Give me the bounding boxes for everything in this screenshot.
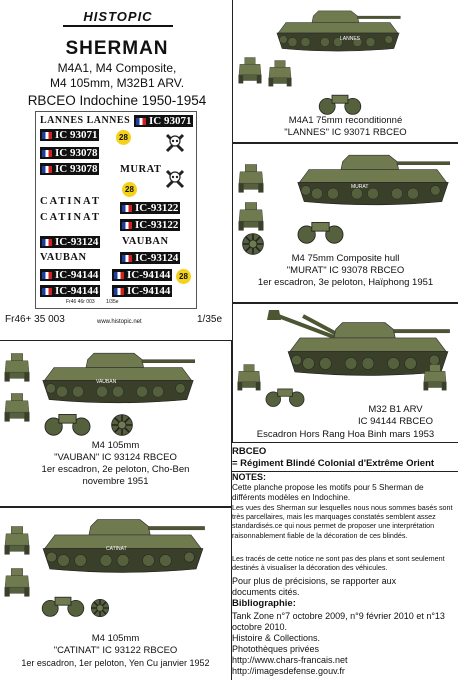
tank-rear-vauban xyxy=(4,391,30,423)
tank-side-name-lannes: LANNES xyxy=(340,36,361,42)
biblio-link-chars[interactable]: http://www.chars-francais.net xyxy=(232,655,348,665)
tricolore-flag-icon xyxy=(42,239,52,246)
decal-reg-93124b: IC-93124 xyxy=(120,252,180,264)
tank-front-lannes xyxy=(238,55,262,85)
tank-side-name-murat: MURAT xyxy=(351,184,369,190)
tank-rear-catinat xyxy=(4,566,30,598)
caption-vauban-3: 1er escadron, 2e peloton, Cho-Ben xyxy=(41,464,190,475)
legend-definition: = Régiment Blindé Colonial d'Extrême Orient xyxy=(232,458,435,469)
suspension-detail-icon xyxy=(261,386,309,408)
tank-side-name-vauban: VAUBAN xyxy=(96,379,117,385)
tank-front-catinat xyxy=(4,524,30,556)
caption-arv-2: IC 94144 RBCEO xyxy=(358,416,433,427)
footer-url: www.histopic.net xyxy=(97,319,142,325)
panel-notes xyxy=(232,443,459,680)
decal-reg-94144a: IC-94144 xyxy=(40,269,100,281)
sheet-code: Fr46 46r 003 xyxy=(66,299,95,305)
notes-p3: Les tracés de cette notice ne sont pas des plans et sont seulement destinés à visualiser la décoration des véhicules. xyxy=(232,554,445,573)
decal-reg-93124a: IC-93124 xyxy=(40,236,100,248)
panel-murat xyxy=(232,143,458,303)
decal-28-c: 28 xyxy=(176,269,191,284)
notes-heading: NOTES: xyxy=(232,472,267,482)
panel-catinat xyxy=(0,507,232,680)
subtitle-line-2: M4 105mm, M32B1 ARV. xyxy=(49,76,185,90)
caption-arv-3: Escadron Hors Rang Hoa Binh mars 1953 xyxy=(256,429,435,440)
subtitle-line-1: M4A1, M4 Composite, xyxy=(57,61,177,75)
brand-logo: HISTOPIC xyxy=(63,9,173,27)
decal-reg-93071b: IC 93071 xyxy=(40,129,99,141)
caption-lannes-2: "LANNES" IC 93071 RBCEO xyxy=(284,127,407,138)
decal-reg-93122a: IC-93122 xyxy=(120,202,180,214)
tricolore-flag-icon xyxy=(42,150,52,157)
caption-vauban-1: M4 105mm xyxy=(91,440,140,451)
caption-murat-3: 1er escadron, 3e peloton, Haïphong 1951 xyxy=(257,277,434,288)
tank-rear-murat xyxy=(238,200,264,232)
tank-profile-vauban xyxy=(38,349,198,407)
biblio-heading: Bibliographie: xyxy=(232,598,296,609)
legend-abbr: RBCEO xyxy=(232,446,267,457)
decal-reg-93078a: IC 93078 xyxy=(40,147,99,159)
unit-title: RBCEO Indochine 1950-1954 xyxy=(27,93,207,108)
decal-catinat-b: CATINAT xyxy=(40,212,101,223)
decal-reg-94144d: IC-94144 xyxy=(112,285,172,297)
tank-side-name-catinat: CATINAT xyxy=(106,546,127,552)
notes-p2: Les vues des Sherman sur lesquelles nous nous sommes basés sont très parcellaires, mais les marquages constatés semblent assez standardisés.ce qui nous permet de proposer une interprétation raisonnablement fiable de la décoration de ces blindés. xyxy=(232,503,453,540)
decal-catinat-a: CATINAT xyxy=(40,196,101,207)
suspension-detail-icon xyxy=(315,92,365,116)
caption-vauban-4: novembre 1951 xyxy=(82,476,149,487)
tank-front-vauban xyxy=(4,351,30,383)
tricolore-flag-icon xyxy=(42,132,52,139)
decal-sheet xyxy=(35,111,197,309)
tricolore-flag-icon xyxy=(122,255,132,262)
tricolore-flag-icon xyxy=(42,272,52,279)
tricolore-flag-icon xyxy=(42,288,52,295)
decal-reg-94144b: IC-94144 xyxy=(112,269,172,281)
caption-murat-2: "MURAT" IC 93078 RBCEO xyxy=(286,265,405,276)
decal-lannes: LANNES LANNES xyxy=(40,115,131,126)
sheet-title: SHERMAN xyxy=(65,38,169,59)
decal-28-a: 28 xyxy=(116,130,131,145)
tricolore-flag-icon xyxy=(122,205,132,212)
drive-wheel-icon xyxy=(90,598,110,618)
tank-front-arv xyxy=(237,362,261,392)
tricolore-flag-icon xyxy=(114,272,124,279)
skull-insignia-icon xyxy=(164,168,186,190)
caption-vauban-2: "VAUBAN" IC 93124 RBCEO xyxy=(54,452,177,463)
biblio-link-defense[interactable]: http://imagesdefense.gouv.fr xyxy=(232,666,345,676)
decal-28-b: 28 xyxy=(122,182,137,197)
tank-rear-lannes xyxy=(268,58,292,88)
suspension-detail-icon xyxy=(38,594,88,618)
suspension-detail-icon xyxy=(293,219,348,245)
tank-front-murat xyxy=(238,162,264,194)
title-panel xyxy=(3,3,231,339)
caption-catinat-2: "CATINAT" IC 93122 RBCEO xyxy=(53,645,178,656)
decal-reg-93078b: IC 93078 xyxy=(40,163,99,175)
caption-lannes-1: M4A1 75mm reconditionné xyxy=(288,115,403,126)
biblio-1: Tank Zone n°7 octobre 2009, n°9 février 2010 et n°13 octobre 2010. xyxy=(232,611,445,632)
skull-insignia-icon xyxy=(164,132,186,154)
decal-reg-93071a: IC 93071 xyxy=(134,115,193,127)
caption-catinat-1: M4 105mm xyxy=(91,633,140,644)
tricolore-flag-icon xyxy=(122,222,132,229)
decal-vauban-b: VAUBAN xyxy=(40,252,87,263)
biblio-3: Photothèques privées xyxy=(232,644,320,654)
drive-wheel-icon xyxy=(110,413,134,437)
caption-murat-1: M4 75mm Composite hull xyxy=(291,253,400,264)
caption-arv-1: M32 B1 ARV xyxy=(368,404,423,415)
tricolore-flag-icon xyxy=(42,166,52,173)
tricolore-flag-icon xyxy=(136,118,146,125)
notes-p1: Cette planche propose les motifs pour 5 Sherman de différents modèles en Indochine. xyxy=(232,483,424,502)
panel-lannes xyxy=(232,0,458,143)
panel-arv xyxy=(232,303,458,443)
tank-profile-arv xyxy=(243,308,453,384)
decal-reg-93122b: IC-93122 xyxy=(120,219,180,231)
biblio-2: Histoire & Collections. xyxy=(232,633,321,643)
suspension-detail-icon xyxy=(40,411,95,437)
tank-profile-murat xyxy=(293,150,453,210)
tank-profile-lannes xyxy=(273,5,403,57)
decal-vauban-a: VAUBAN xyxy=(122,236,169,247)
sheet-scale: 1/35e xyxy=(106,299,119,305)
notes-p4: Pour plus de précisions, se rapporter aux documents cités. xyxy=(232,576,397,597)
decal-reg-94144c: IC-94144 xyxy=(40,285,100,297)
panel-vauban xyxy=(0,340,232,507)
decal-murat: MURAT xyxy=(120,164,162,175)
caption-catinat-3: 1er escadron, 1er peloton, Yen Cu janvier 1952 xyxy=(21,658,210,668)
footer-ref: Fr46+ 35 003 xyxy=(5,314,65,325)
footer-scale: 1/35e xyxy=(197,314,223,325)
tricolore-flag-icon xyxy=(114,288,124,295)
tank-rear-arv xyxy=(423,362,447,392)
